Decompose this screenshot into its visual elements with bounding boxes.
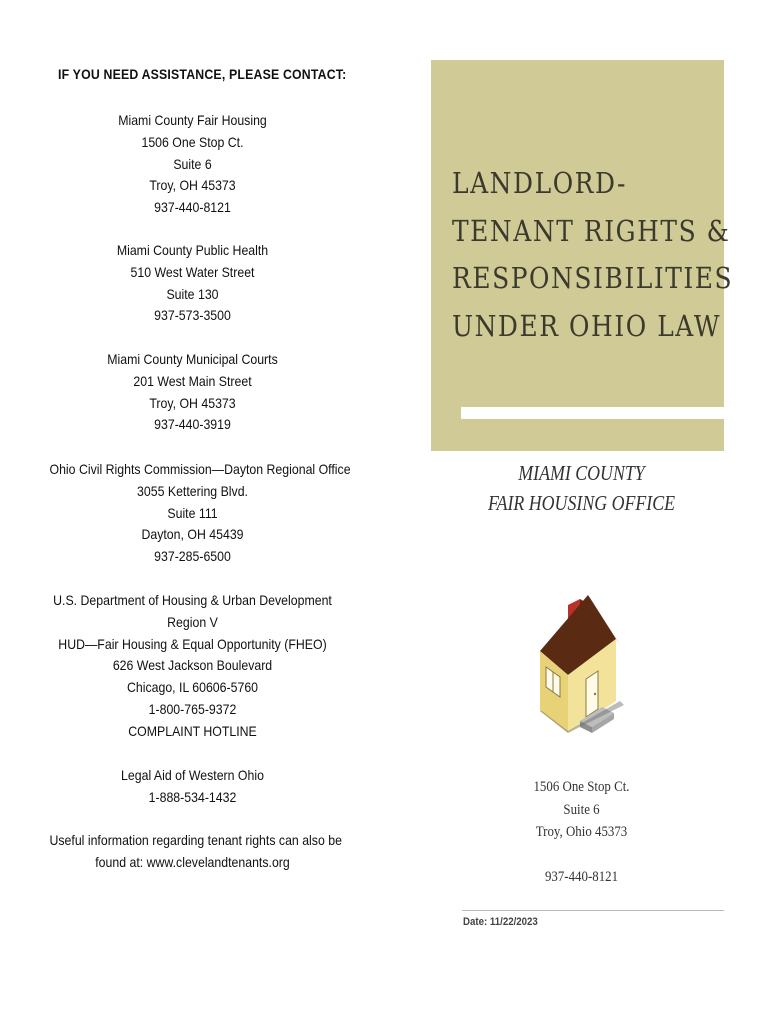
contact-legal-aid bbox=[50, 765, 336, 809]
contact-line: HUD—Fair Housing & Equal Opportunity (FHEO) bbox=[58, 635, 327, 652]
contact-line: 626 West Jackson Boulevard bbox=[112, 657, 273, 674]
contact-line: Troy, OH 45373 bbox=[149, 177, 236, 194]
contact-line: 1506 One Stop Ct. bbox=[141, 133, 244, 150]
contact-fair-housing bbox=[50, 110, 336, 219]
contact-line: U.S. Department of Housing & Urban Development bbox=[53, 592, 332, 608]
contact-civil-rights bbox=[49, 459, 351, 568]
contact-line: found at: www.clevelandtenants.org bbox=[95, 853, 290, 870]
office-line: FAIR HOUSING OFFICE bbox=[487, 491, 676, 515]
contact-line: 937-285-6500 bbox=[154, 548, 231, 565]
contact-line: Miami County Fair Housing bbox=[118, 112, 267, 128]
contact-line: Miami County Municipal Courts bbox=[107, 351, 278, 367]
contact-line: Suite 6 bbox=[173, 155, 212, 172]
contact-municipal-courts bbox=[50, 349, 336, 436]
contact-line: 937-573-3500 bbox=[154, 307, 231, 324]
contact-line: Suite 111 bbox=[167, 504, 218, 521]
contact-line: Dayton, OH 45439 bbox=[141, 526, 244, 543]
contact-hud bbox=[50, 590, 336, 743]
office-address bbox=[477, 776, 686, 888]
contact-line: Ohio Civil Rights Commission—Dayton Regional Office bbox=[49, 461, 351, 477]
contact-line: 1-888-534-1432 bbox=[148, 788, 237, 805]
contact-line: Miami County Public Health bbox=[116, 242, 269, 258]
title-line: LANDLORD- bbox=[452, 166, 627, 200]
contact-line: Suite 130 bbox=[166, 285, 219, 302]
contact-line: COMPLAINT HOTLINE bbox=[128, 722, 257, 739]
contact-line: Legal Aid of Western Ohio bbox=[121, 767, 264, 783]
panel-stripe bbox=[461, 407, 724, 419]
title-line: TENANT RIGHTS & bbox=[452, 213, 731, 248]
useful-info-note bbox=[49, 830, 342, 874]
title-line: UNDER OHIO LAW bbox=[452, 308, 722, 343]
office-line: MIAMI COUNTY bbox=[518, 461, 645, 485]
address-line: 1506 One Stop Ct. bbox=[533, 779, 630, 795]
contact-public-health bbox=[50, 240, 336, 327]
contact-line: Troy, OH 45373 bbox=[149, 394, 236, 411]
footer-divider bbox=[462, 910, 724, 911]
document-date: Date: 11/22/2023 bbox=[463, 916, 538, 928]
address-line: Suite 6 bbox=[563, 801, 600, 818]
contact-line: 937-440-3919 bbox=[154, 416, 231, 433]
contact-line: 937-440-8121 bbox=[154, 199, 231, 216]
contact-line: Chicago, IL 60606-5760 bbox=[126, 679, 259, 696]
contact-line: 201 West Main Street bbox=[133, 372, 252, 389]
contact-line: Useful information regarding tenant rights can also be bbox=[49, 832, 342, 848]
title-line: RESPONSIBILITIES bbox=[452, 261, 734, 295]
contact-line: 3055 Kettering Blvd. bbox=[137, 482, 248, 499]
address-phone: 937-440-8121 bbox=[544, 868, 619, 885]
brochure-title bbox=[452, 160, 734, 350]
office-name bbox=[461, 458, 702, 518]
contact-line: 510 West Water Street bbox=[130, 263, 255, 280]
house-icon bbox=[528, 593, 628, 743]
address-line: Troy, Ohio 45373 bbox=[535, 824, 628, 840]
contact-heading: IF YOU NEED ASSISTANCE, PLEASE CONTACT: bbox=[58, 66, 347, 82]
contact-line: 1-800-765-9372 bbox=[148, 700, 237, 717]
contact-line: Region V bbox=[167, 613, 218, 630]
